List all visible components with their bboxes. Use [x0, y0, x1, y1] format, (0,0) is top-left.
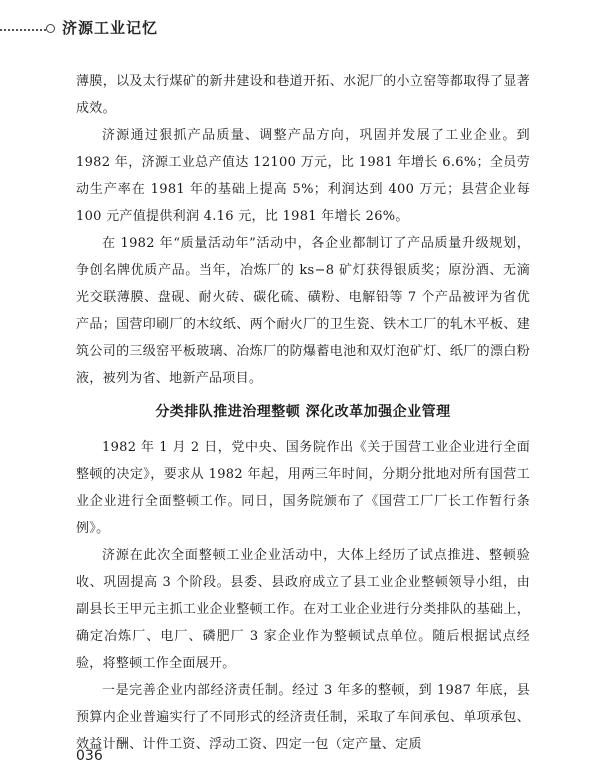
paragraph-state-council-decision: 1982 年 1 月 2 日，党中央、国务院作出《关于国营工业企业进行全面整顿的决定》，要求从 1982 年起，用两三年时间，分期分批地对所有国营工业企业进行全面整顿工作。同日，国务院颁布了《国营工厂厂长工作暂行条例》。: [76, 440, 530, 536]
page-number: 036: [76, 748, 103, 764]
paragraph-rectification-stages: 济源在此次全面整顿工业企业活动中，大体上经历了试点推进、整顿验收、巩固提高 3 个阶段。县委、县政府成立了县工业企业整顿领导小组，由副县长王甲元主抓工业企业整顿工作。在对工业企业进行分类排队的基础上，确定冶炼厂、电厂、磷肥厂 3 家企业作为整顿试点单位。随后根据试点经验，将整顿工作全面展开。: [76, 548, 530, 671]
running-header: [0, 0, 600, 48]
paragraph-continued: 薄膜，以及太行煤矿的新井建设和巷道开拓、水泥厂的小立窑等都取得了显著成效。: [76, 74, 530, 116]
running-title: 济源工业记忆: [62, 19, 159, 37]
header-dotted-rule: [0, 29, 46, 31]
header-ring-ornament: [46, 24, 55, 33]
page-body: [76, 68, 530, 758]
paragraph-quality-year: 在 1982 年“质量活动年”活动中，各企业都制订了产品质量升级规划，争创名牌优质产品。当年，冶炼厂的 ks−8 矿灯获得银质奖；原汾酒、无滴光交联薄膜、盘砚、耐火砖、碳化硫、磺粉、电解铅等 7 个产品被评为省优产品；国营印刷厂的木纹纸、两个耐火厂的卫生瓷、铁木工厂的轧木平板、建筑公司的三级窑平板玻璃、冶炼厂的防爆蓄电池和双灯泡矿灯、纸厂的漂白粉液，被列为省、地新产品项目。: [76, 236, 530, 386]
paragraph-responsibility-system: 一是完善企业内部经济责任制。经过 3 年多的整顿，到 1987 年底，县预算内企业普遍实行了不同形式的经济责任制，采取了车间承包、单项承包、效益计酬、计件工资、浮动工资、四定一包（定产量、定质: [76, 683, 530, 752]
paragraph-output-stats: 济源通过狠抓产品质量、调整产品方向，巩固并发展了工业企业。到 1982 年，济源工业总产值达 12100 万元，比 1981 年增长 6.6%；全员劳动生产率在 1981 年的基础上提高 5%；利润达到 400 万元；县营企业每 100 元产值提供利润 4.16 元，比 1981 年增长 26%。: [76, 128, 530, 224]
section-heading: 分类排队推进治理整顿 深化改革加强企业管理: [155, 404, 451, 420]
